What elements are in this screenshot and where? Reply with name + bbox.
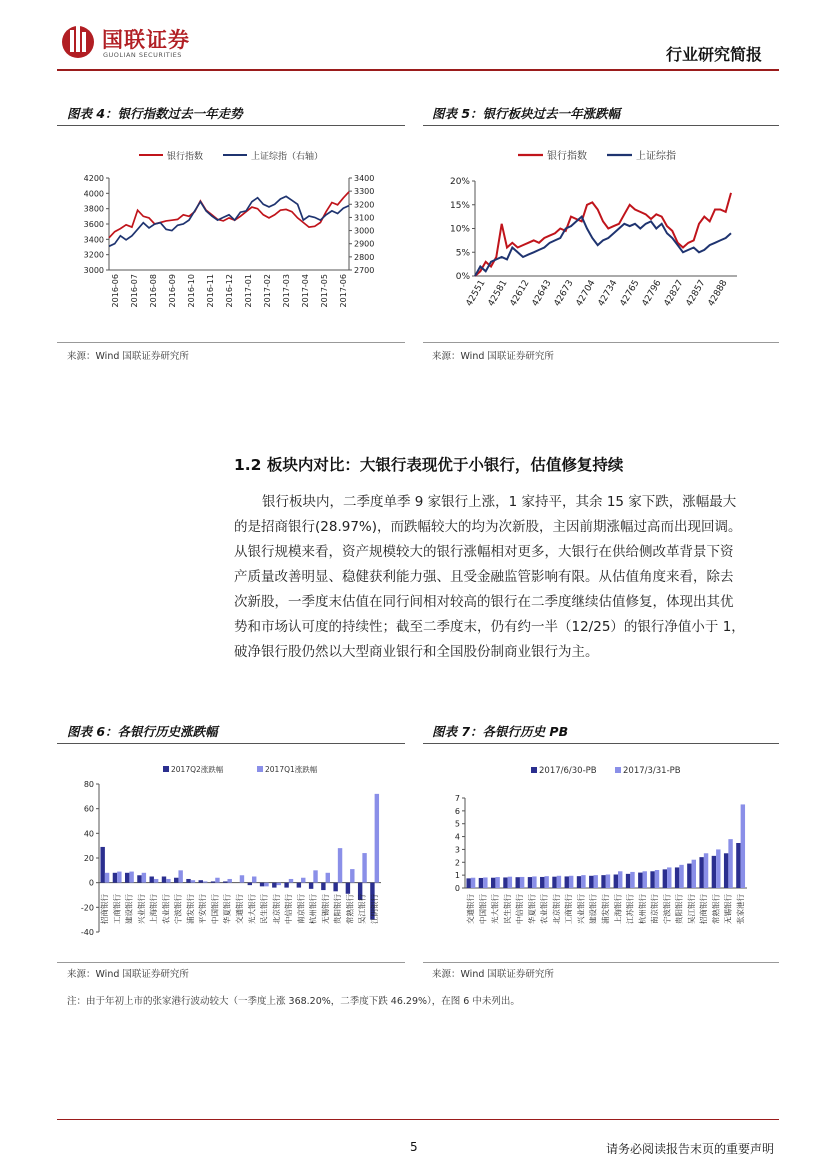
bar-series0	[552, 877, 556, 888]
y-tick-label: 4	[454, 832, 460, 842]
x-tick-label: 中信银行	[515, 894, 525, 924]
bar-series0	[113, 873, 117, 883]
bar-series0	[503, 877, 507, 888]
figure-note: 注：由于年初上市的张家港行波动较大（一季度上涨 368.20%，二季度下跌 46.29%），在图 6 中未列出。	[67, 996, 520, 1007]
header-divider	[57, 69, 779, 71]
y-tick-label: 5%	[455, 248, 470, 259]
legend-label-0: 2017Q2涨跌幅	[171, 765, 224, 774]
x-tick-label: 2017-06	[339, 274, 348, 308]
para-line-5: 次新股，一季度末估值在同行间相对较高的银行在二季度继续估值修复，体现出其优	[234, 594, 734, 610]
bar-series0	[479, 878, 483, 888]
section-title: 1.2 板块内对比：大银行表现优于小银行，估值修复持续	[234, 456, 624, 474]
bar-series0	[186, 879, 190, 883]
x-tick-label: 光大银行	[490, 894, 500, 924]
bar-series1	[227, 879, 231, 883]
x-tick-label: 2016-07	[130, 274, 139, 308]
logo-cn: 国联证券	[102, 28, 190, 52]
x-tick-label: 42796	[640, 278, 664, 309]
bar-series0	[687, 864, 691, 888]
x-tick-label: 2017-04	[301, 274, 310, 308]
bar-series0	[466, 878, 470, 888]
bar-series1	[495, 877, 499, 888]
bar-series1	[728, 839, 732, 888]
bar-series1	[105, 873, 109, 883]
legend-swatch-1	[257, 766, 263, 772]
y-tick-label-left: 3800	[83, 204, 104, 214]
x-tick-label: 中信银行	[284, 894, 294, 924]
x-tick-label: 建设银行	[588, 894, 598, 924]
y-tick-label: -20	[80, 903, 94, 913]
y-tick-label: 60	[83, 804, 94, 814]
bar-series0	[614, 875, 618, 889]
bar-series1	[520, 877, 524, 888]
x-tick-label: 张家港行	[735, 894, 745, 924]
bar-series0	[162, 877, 166, 883]
para-line-4: 产质量改善明显、稳健获利能力强、且受金融监管影响有限。从估值角度来看，除去	[234, 569, 734, 585]
bar-series1	[704, 853, 708, 888]
y-tick-label-left: 3000	[83, 266, 104, 275]
bar-series1	[252, 877, 256, 883]
y-tick-label-left: 3200	[83, 250, 104, 260]
x-tick-label: 北京银行	[271, 894, 281, 924]
x-tick-label: 42857	[684, 278, 708, 309]
bar-series1	[557, 876, 561, 888]
bar-series0	[601, 875, 605, 888]
bar-series1	[679, 865, 683, 888]
bar-series1	[289, 879, 293, 883]
bar-series0	[650, 871, 654, 888]
bar-series1	[532, 876, 536, 888]
x-tick-label: 上海银行	[149, 894, 159, 924]
bar-series0	[150, 877, 154, 883]
bar-series1	[203, 881, 207, 882]
brand-logo	[60, 20, 220, 64]
x-tick-label: 宁波银行	[662, 894, 672, 924]
fig6-chart	[57, 748, 405, 956]
y-tick-label: 5	[454, 819, 460, 829]
y-tick-label: 20	[83, 854, 94, 863]
bar-series1	[338, 848, 342, 883]
legend-label-1: 2017Q1涨跌幅	[265, 765, 318, 774]
bar-series1	[375, 794, 379, 883]
bar-series0	[528, 877, 532, 888]
section-paragraph	[234, 490, 766, 665]
x-tick-label: 宁波银行	[173, 894, 183, 924]
series-line-sh	[475, 217, 731, 276]
bar-series1	[716, 849, 720, 888]
bar-series0	[284, 883, 288, 888]
x-tick-label: 华夏银行	[222, 894, 232, 924]
x-tick-label: 南京银行	[296, 894, 306, 924]
bar-series1	[741, 804, 745, 888]
x-tick-label: 浦发银行	[601, 894, 610, 924]
x-tick-label: 无锡银行	[320, 894, 330, 924]
bar-series0	[736, 843, 740, 888]
bar-series1	[142, 873, 146, 883]
x-tick-label: 农业银行	[539, 894, 549, 924]
y-tick-label: 2	[454, 858, 460, 868]
fig5-chart	[423, 128, 779, 338]
x-tick-label: 工商银行	[564, 894, 574, 924]
fig6-title: 图表 6：各银行历史涨跌幅	[67, 724, 218, 739]
x-tick-label: 中国银行	[478, 894, 488, 924]
y-tick-label-left: 3400	[83, 235, 104, 245]
report-type: 行业研究简报	[666, 45, 763, 64]
bar-series1	[154, 879, 158, 883]
x-tick-label: 常熟银行	[345, 894, 355, 924]
x-tick-label: 江阴银行	[369, 894, 379, 924]
bar-series1	[569, 876, 573, 888]
x-tick-label: 2016-10	[187, 274, 196, 308]
x-tick-label: 南京银行	[650, 894, 660, 924]
bar-series0	[516, 877, 520, 888]
x-tick-label: 2016-09	[168, 274, 177, 308]
bar-series0	[125, 873, 129, 883]
x-tick-label: 42888	[706, 278, 730, 309]
fig5-source: 来源：Wind 国联证券研究所	[432, 351, 554, 362]
x-tick-label: 华夏银行	[527, 894, 537, 924]
x-tick-label: 中国银行	[210, 894, 220, 924]
fig4-source: 来源：Wind 国联证券研究所	[67, 351, 189, 362]
bar-series1	[483, 877, 487, 888]
y-tick-label: 10%	[449, 224, 470, 235]
bar-series0	[100, 847, 104, 883]
x-tick-label: 江苏银行	[625, 894, 635, 924]
x-tick-label: 兴业银行	[136, 894, 146, 924]
bar-series0	[565, 876, 569, 888]
y-tick-label-left: 4200	[83, 174, 104, 183]
bar-series0	[211, 881, 215, 882]
bar-series1	[277, 883, 281, 885]
x-tick-label: 42643	[530, 278, 554, 309]
bar-series0	[712, 856, 716, 888]
fig4-chart	[57, 128, 405, 338]
bar-series0	[174, 878, 178, 883]
bar-series0	[638, 873, 642, 888]
bar-series1	[692, 860, 696, 888]
bar-series0	[589, 876, 593, 888]
fig5-title: 图表 5：银行板块过去一年涨跌幅	[432, 106, 621, 121]
bar-series0	[346, 883, 350, 894]
y-tick-label: -40	[80, 928, 94, 937]
x-tick-label: 42673	[552, 278, 576, 309]
bar-series1	[667, 867, 671, 888]
x-tick-label: 42581	[486, 278, 510, 309]
bar-series1	[166, 879, 170, 883]
bar-series0	[663, 869, 667, 888]
bar-series1	[655, 870, 659, 888]
bar-series0	[675, 867, 679, 888]
x-tick-label: 42704	[574, 278, 598, 309]
fig7-title: 图表 7：各银行历史 PB	[432, 724, 569, 739]
x-tick-label: 2017-03	[282, 274, 291, 308]
legend-swatch-0	[163, 766, 169, 772]
para-line-1: 银行板块内，二季度单季 9 家银行上涨，1 家持平，其余 15 家下跌，涨幅最大	[262, 494, 737, 510]
bar-series1	[178, 870, 182, 882]
fig4-bottom-rule	[57, 342, 405, 343]
y-tick-label-right: 3400	[354, 174, 375, 183]
legend-label-0: 2017/6/30-PB	[539, 766, 597, 776]
para-line-2: 的是招商银行(28.97%)，而跌幅较大的均为次新股，主因前期涨幅过高而出现回调。	[234, 519, 742, 535]
x-tick-label: 北京银行	[551, 894, 561, 924]
x-tick-label: 平安银行	[198, 894, 208, 924]
y-tick-label: 6	[454, 806, 460, 816]
y-tick-label-right: 2700	[354, 266, 375, 275]
x-tick-label: 42612	[508, 278, 532, 309]
x-tick-label: 民生银行	[259, 894, 269, 924]
bar-series1	[618, 871, 622, 888]
bar-series1	[240, 875, 244, 882]
x-tick-label: 建设银行	[124, 894, 134, 924]
bar-series1	[129, 872, 133, 883]
x-tick-label: 杭州银行	[308, 894, 318, 924]
series-line-bank	[475, 193, 731, 276]
legend-label-sh: 上证综指	[636, 151, 676, 162]
bar-series1	[544, 876, 548, 888]
x-tick-label: 招商银行	[699, 894, 709, 924]
bar-series0	[540, 877, 544, 888]
y-tick-label-right: 3200	[354, 200, 375, 210]
y-tick-label: 3	[454, 845, 460, 855]
y-tick-label-right: 2800	[354, 252, 375, 262]
x-tick-label: 吴江银行	[357, 894, 367, 924]
y-tick-label-left: 3600	[83, 220, 104, 229]
bar-series0	[724, 853, 728, 888]
bar-series0	[699, 857, 703, 888]
y-tick-label: 20%	[449, 177, 470, 187]
bar-series1	[630, 872, 634, 888]
bar-series0	[137, 875, 141, 882]
fig6-top-rule	[57, 743, 405, 744]
y-tick-label-right: 3100	[354, 213, 375, 223]
para-line-6: 势和市场认可度的持续性；截至二季度末，仍有约一半（12/25）的银行净值小于 1，	[234, 619, 745, 635]
legend-label-1: 2017/3/31-PB	[623, 766, 681, 776]
x-tick-label: 2017-01	[244, 274, 253, 308]
x-tick-label: 42765	[618, 278, 642, 309]
x-tick-label: 工商银行	[112, 894, 122, 924]
x-tick-label: 贵阳银行	[333, 894, 343, 924]
bar-series0	[272, 883, 276, 888]
x-tick-label: 2017-05	[320, 274, 329, 308]
bar-series0	[309, 883, 313, 889]
bar-series1	[471, 878, 475, 888]
series-line-sh	[109, 196, 349, 246]
x-tick-label: 上海银行	[613, 894, 623, 924]
fig7-source: 来源：Wind 国联证券研究所	[432, 969, 554, 980]
fig7-bottom-rule	[423, 962, 779, 963]
footer-disclaimer: 请务必阅读报告末页的重要声明	[606, 1142, 775, 1156]
legend-label-bank: 银行指数	[547, 151, 587, 162]
bar-series0	[321, 883, 325, 890]
y-tick-label: 80	[83, 780, 94, 789]
bar-series1	[581, 875, 585, 888]
y-tick-label: 40	[83, 829, 94, 839]
fig7-top-rule	[423, 743, 779, 744]
x-tick-label: 42827	[662, 278, 686, 309]
fig4-top-rule	[57, 125, 405, 126]
legend-label-sh: 上证综指（右轴）	[251, 152, 324, 162]
logo-mark-icon	[60, 22, 96, 60]
bar-series1	[326, 873, 330, 883]
x-tick-label: 贵阳银行	[674, 894, 684, 924]
y-tick-label: 0	[88, 878, 94, 888]
bar-series1	[215, 878, 219, 883]
fig6-bottom-rule	[57, 962, 405, 963]
bar-series0	[333, 883, 337, 892]
para-line-7: 破净银行股仍然以大型商业银行和全国股份制商业银行为主。	[234, 644, 599, 660]
y-tick-label: 0	[454, 884, 460, 893]
bar-series1	[313, 870, 317, 882]
bar-series1	[264, 883, 268, 887]
bar-series1	[606, 875, 610, 889]
fig7-chart	[423, 748, 779, 956]
x-tick-label: 2016-06	[111, 274, 120, 308]
legend-label-bank: 银行指数	[167, 152, 204, 162]
bar-series1	[508, 877, 512, 888]
fig5-top-rule	[423, 125, 779, 126]
x-tick-label: 2016-11	[206, 274, 215, 308]
x-tick-label: 浦发银行	[185, 894, 195, 924]
bar-series1	[643, 871, 647, 888]
x-tick-label: 常熟银行	[711, 894, 721, 924]
x-tick-label: 2017-02	[263, 274, 272, 308]
legend-swatch-0	[531, 767, 537, 773]
bar-series1	[362, 853, 366, 883]
x-tick-label: 光大银行	[247, 894, 257, 924]
bar-series1	[350, 869, 354, 883]
x-tick-label: 交通银行	[466, 894, 476, 924]
bar-series0	[577, 876, 581, 888]
y-tick-label-right: 2900	[354, 239, 375, 249]
x-tick-label: 吴江银行	[686, 894, 696, 924]
fig6-source: 来源：Wind 国联证券研究所	[67, 969, 189, 980]
bar-series0	[199, 880, 203, 882]
x-tick-label: 2016-08	[149, 274, 158, 308]
x-tick-label: 招商银行	[100, 894, 110, 924]
fig5-bottom-rule	[423, 342, 779, 343]
y-tick-label: 1	[454, 871, 460, 881]
bar-series1	[117, 872, 121, 883]
x-tick-label: 42551	[464, 278, 488, 309]
bar-series0	[248, 883, 252, 885]
bar-series0	[626, 874, 630, 888]
x-tick-label: 杭州银行	[637, 894, 647, 924]
fig4-title: 图表 4：银行指数过去一年走势	[67, 106, 243, 121]
para-line-3: 从银行规模来看，资产规模较大的银行涨幅相对更多，大银行在供给侧改革背景下资	[234, 544, 734, 560]
x-tick-label: 42734	[596, 278, 620, 309]
page-number: 5	[410, 1140, 418, 1154]
y-tick-label-left: 4000	[83, 189, 104, 199]
bar-series0	[260, 883, 264, 887]
x-tick-label: 交通银行	[235, 894, 244, 924]
bar-series1	[593, 875, 597, 888]
y-tick-label: 7	[454, 794, 460, 803]
bar-series0	[297, 883, 301, 888]
y-tick-label: 0%	[455, 272, 470, 282]
y-tick-label: 15%	[449, 200, 470, 211]
bar-series1	[301, 878, 305, 883]
x-tick-label: 农业银行	[161, 894, 171, 924]
legend-swatch-1	[615, 767, 621, 773]
x-tick-label: 民生银行	[502, 894, 512, 924]
x-tick-label: 兴业银行	[576, 894, 586, 924]
logo-en: GUOLIAN SECURITIES	[103, 51, 182, 59]
x-tick-label: 2016-12	[225, 274, 234, 308]
bar-series1	[191, 880, 195, 882]
footer-divider	[57, 1119, 779, 1120]
y-tick-label-right: 3000	[354, 226, 375, 236]
bar-series0	[223, 881, 227, 882]
y-tick-label-right: 3300	[354, 187, 375, 197]
bar-series0	[491, 878, 495, 888]
x-tick-label: 无锡银行	[723, 894, 733, 924]
